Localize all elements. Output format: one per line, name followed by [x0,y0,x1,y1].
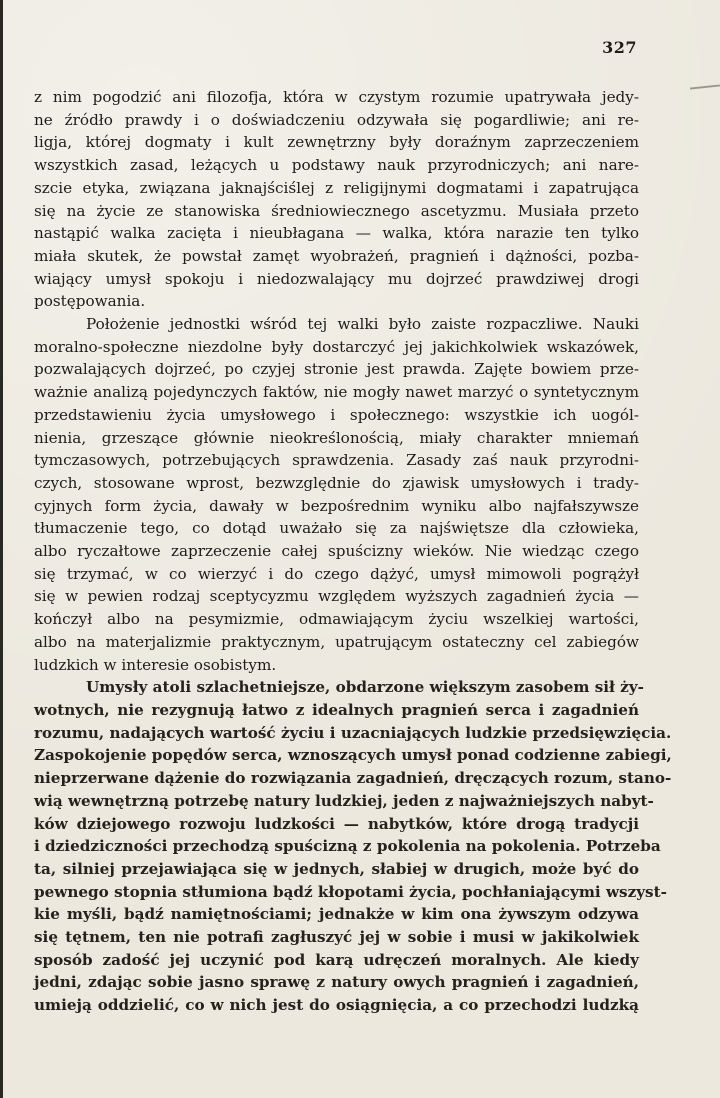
text-line: Umysły atoli szlachetniejsze, obdarzone większym zasobem sił ży- [86,678,644,697]
text-line: nienia, grzeszące głównie nieokreślonością, miały charakter mniemań [34,428,639,447]
text-line: albo na materjalizmie praktycznym, upatrującym ostateczny cel zabiegów [34,632,639,651]
text-line: i dziedziczności przechodzą spuścizną z pokolenia na pokolenia. Potrzeba [34,837,661,856]
text-line: nieprzerwane dążenie do rozwiązania zagadnień, dręczących rozum, stano- [34,769,672,788]
text-line: pewnego stopnia stłumiona bądź kłopotami życia, pochłaniającymi wszyst- [34,882,667,901]
page-number: 327 [602,38,637,57]
text-line: ków dziejowego rozwoju ludzkości — nabytków, które drogą tradycji [34,814,639,833]
paragraph [34,313,639,676]
text-line: wotnych, nie rezygnują łatwo z idealnych pragnień serca i zagadnień [34,700,639,719]
text-line: wiający umysł spokoju i niedozwalający mu dojrzeć prawdziwej drogi [34,269,639,288]
text-line: kie myśli, bądź namiętnościami; jednakże w kim ona żywszym odzywa [34,905,639,924]
text-line: szcie etyka, związana jaknajściślej z religijnymi dogmatami i zapatrująca [34,178,639,197]
text-line: wszystkich zasad, leżących u podstawy nauk przyrodniczych; ani nare- [34,156,639,175]
text-line: ta, silniej przejawiająca się w jednych, słabiej w drugich, może być do [34,859,639,878]
text-line: Położenie jednostki wśród tej walki było zaiste rozpaczliwe. Nauki [86,315,639,334]
text-line: umieją oddzielić, co w nich jest do osiągnięcia, a co przechodzi ludzką [34,996,639,1015]
body-text [34,86,672,1017]
text-line: się w pewien rodzaj sceptycyzmu względem wyższych zagadnień życia — [34,587,639,606]
text-line: pozwalających dojrzeć, po czyjej stronie jest prawda. Zajęte bowiem prze- [34,360,639,379]
page-spine-edge [0,0,3,1098]
text-line: się na życie ze stanowiska średniowiecznego ascetyzmu. Musiała przeto [34,201,639,220]
text-line: postępowania. [34,292,146,311]
text-line: ważnie analizą pojedynczych faktów, nie mogły nawet marzyć o syntetycznym [34,383,639,402]
text-line: cyjnych form życia, dawały w bezpośrednim wyniku albo najfałszywsze [34,496,639,515]
text-line: Zaspokojenie popędów serca, wznoszących umysł ponad codzienne zabiegi, [34,746,672,765]
text-line: rozumu, nadających wartość życiu i uzacniających ludzkie przedsięwzięcia. [34,723,672,742]
text-line: sposób zadość jej uczynić pod karą udręczeń moralnych. Ale kiedy [34,950,639,969]
text-line: tłumaczenie tego, co dotąd uważało się za najświętsze dla człowieka, [34,519,639,538]
text-line: nastąpić walka zacięta i nieubłagana — walka, która narazie ten tylko [34,224,639,243]
text-line: miała skutek, że powstał zamęt wyobrażeń, pragnień i dążności, pozba- [34,246,639,265]
text-line: się tętnem, ten nie potrafi zagłuszyć jej w sobie i musi w jakikolwiek [34,928,639,947]
text-line: tymczasowych, potrzebujących sprawdzenia. Zasady zaś nauk przyrodni- [34,451,639,470]
paragraph [34,86,639,313]
paragraph [34,676,672,1017]
text-line: przedstawieniu życia umysłowego i społecznego: wszystkie ich uogól- [34,405,639,424]
text-line: moralno-społeczne niezdolne były dostarczyć jej jakichkolwiek wskazówek, [34,337,639,356]
text-line: z nim pogodzić ani filozofja, która w czystym rozumie upatrywała jedy- [34,88,639,106]
text-line: jedni, zdając sobie jasno sprawę z natury owych pragnień i zagadnień, [34,973,639,992]
text-line: czych, stosowane wprost, bezwzględnie do zjawisk umysłowych i trady- [34,473,639,492]
text-line: wią wewnętrzną potrzebę natury ludzkiej, jeden z najważniejszych nabyt- [34,791,654,810]
text-line: się trzymać, w co wierzyć i do czego dążyć, umysł mimowoli pogrążył [34,564,639,583]
text-line: ne źródło prawdy i o doświadczeniu odzywała się pogardliwie; ani re- [34,110,639,129]
text-line: ludzkich w interesie osobistym. [34,655,277,674]
margin-pencil-mark [690,84,720,89]
text-line: kończył albo na pesymizmie, odmawiającym życiu wszelkiej wartości, [34,610,639,629]
text-line: albo ryczałtowe zaprzeczenie całej spuścizny wieków. Nie wiedząc czego [34,542,639,561]
text-line: ligja, której dogmaty i kult zewnętrzny były doraźnym zaprzeczeniem [34,133,639,152]
